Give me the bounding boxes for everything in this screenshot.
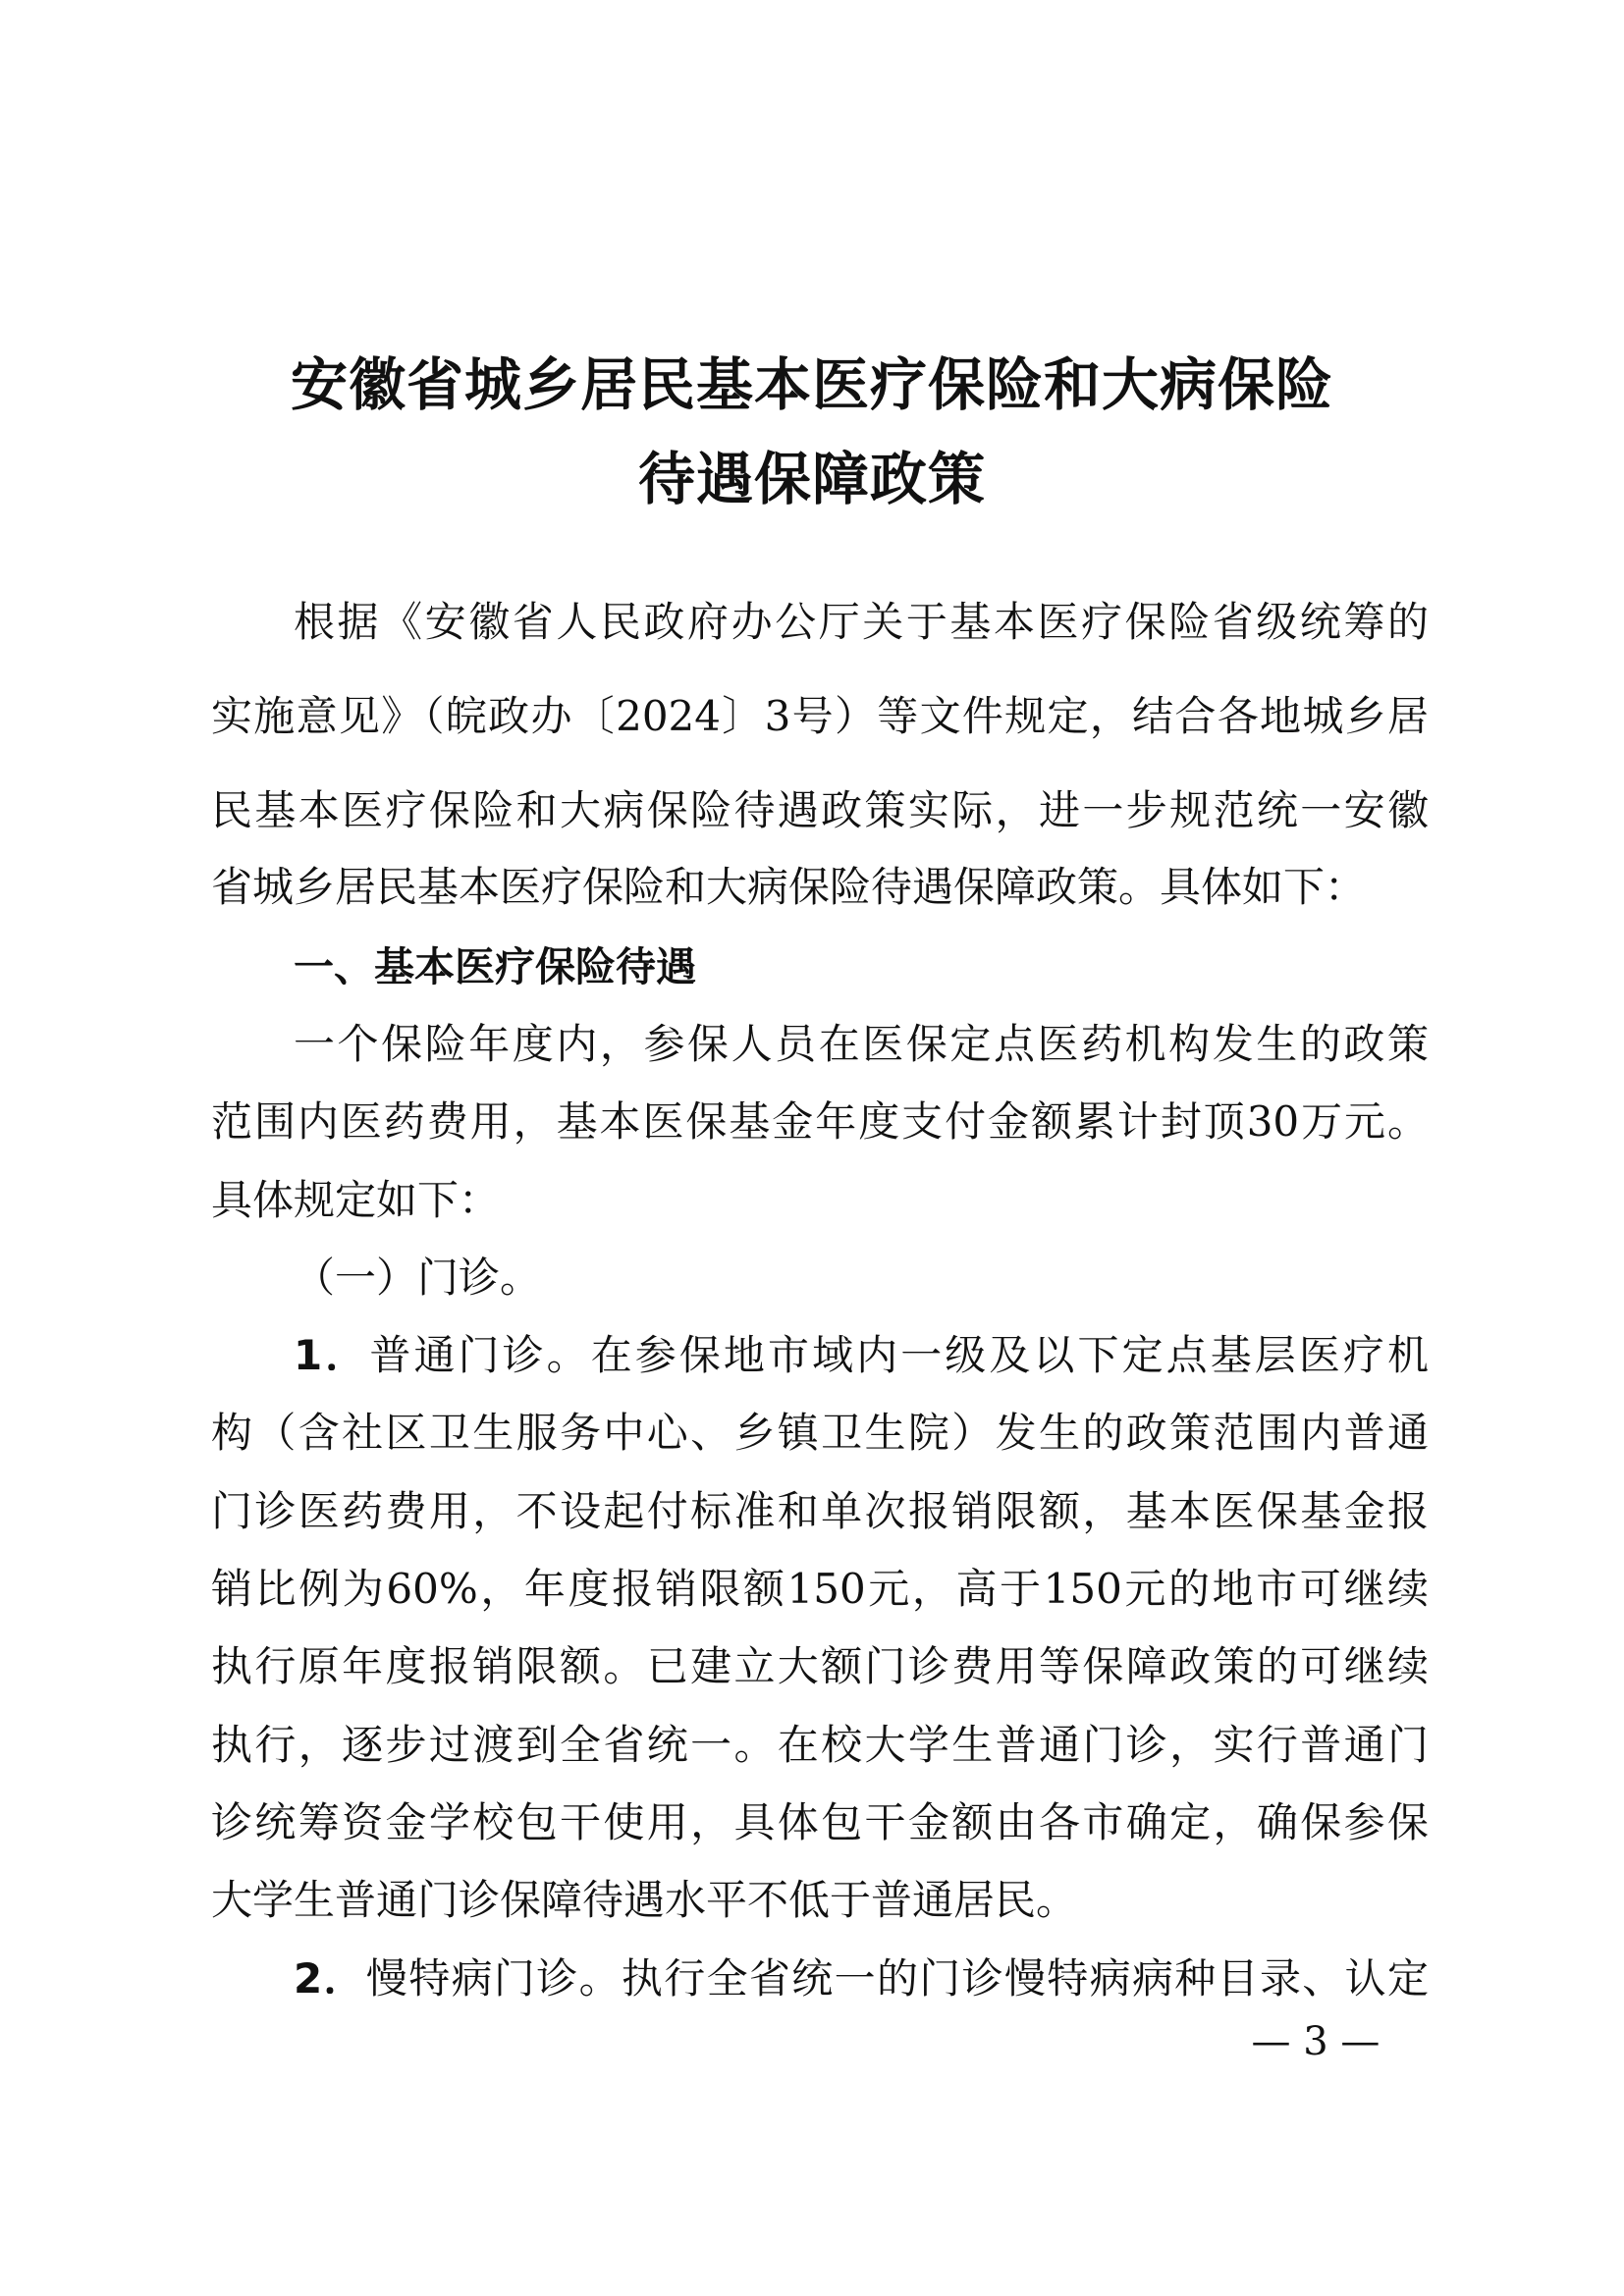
item1-first-line-text: 普通门诊。在参保地市域内一级及以下定点基层医疗机 [369, 1331, 1429, 1379]
section-heading-1: 一、基本医疗保险待遇 [294, 943, 696, 990]
item1-line-5: 执行原年度报销限额。已建立大额门诊费用等保障政策的可继续 [211, 1642, 1429, 1690]
section1-line-1: 一个保险年度内，参保人员在医保定点医药机构发生的政策 [294, 1020, 1429, 1068]
intro-line-3: 民基本医疗保险和大病保险待遇政策实际，进一步规范统一安徽 [211, 786, 1429, 834]
item2-number: 2． [294, 1954, 366, 2002]
section1-line-3: 具体规定如下： [211, 1176, 501, 1224]
intro-line-2: 实施意见》（皖政办〔2024〕3号）等文件规定，结合各地城乡居 [211, 692, 1429, 740]
section1-line-2: 范围内医药费用，基本医保基金年度支付金额累计封顶30万元。 [211, 1097, 1429, 1146]
document-title-line-2: 待遇保障政策 [637, 446, 986, 512]
item1-line-6: 执行，逐步过渡到全省统一。在校大学生普通门诊，实行普通门 [211, 1721, 1429, 1769]
intro-line-4: 省城乡居民基本医疗保险和大病保险待遇保障政策。具体如下： [211, 863, 1367, 911]
item2-line-1 [294, 1949, 1429, 2008]
item1-line-7: 诊统筹资金学校包干使用，具体包干金额由各市确定，确保参保 [211, 1798, 1429, 1846]
item1-line-3: 门诊医药费用，不设起付标准和单次报销限额，基本医保基金报 [211, 1487, 1429, 1535]
page-number: — 3 — [1251, 2019, 1380, 2064]
subsection-heading-1: （一）门诊。 [294, 1254, 542, 1302]
item1-line-1 [294, 1326, 1429, 1385]
item1-line-8: 大学生普通门诊保障待遇水平不低于普通居民。 [211, 1876, 1078, 1924]
item1-line-4: 销比例为60%，年度报销限额150元，高于150元的地市可继续 [211, 1565, 1429, 1613]
item1-line-2: 构（含社区卫生服务中心、乡镇卫生院）发生的政策范围内普通 [211, 1409, 1429, 1457]
intro-line-1: 根据《安徽省人民政府办公厅关于基本医疗保险省级统筹的 [294, 598, 1429, 646]
item2-first-line-text: 慢特病门诊。执行全省统一的门诊慢特病病种目录、认定 [365, 1954, 1429, 2002]
item1-number: 1． [294, 1331, 370, 1379]
document-title-line-1: 安徽省城乡居民基本医疗保险和大病保险 [290, 351, 1333, 418]
